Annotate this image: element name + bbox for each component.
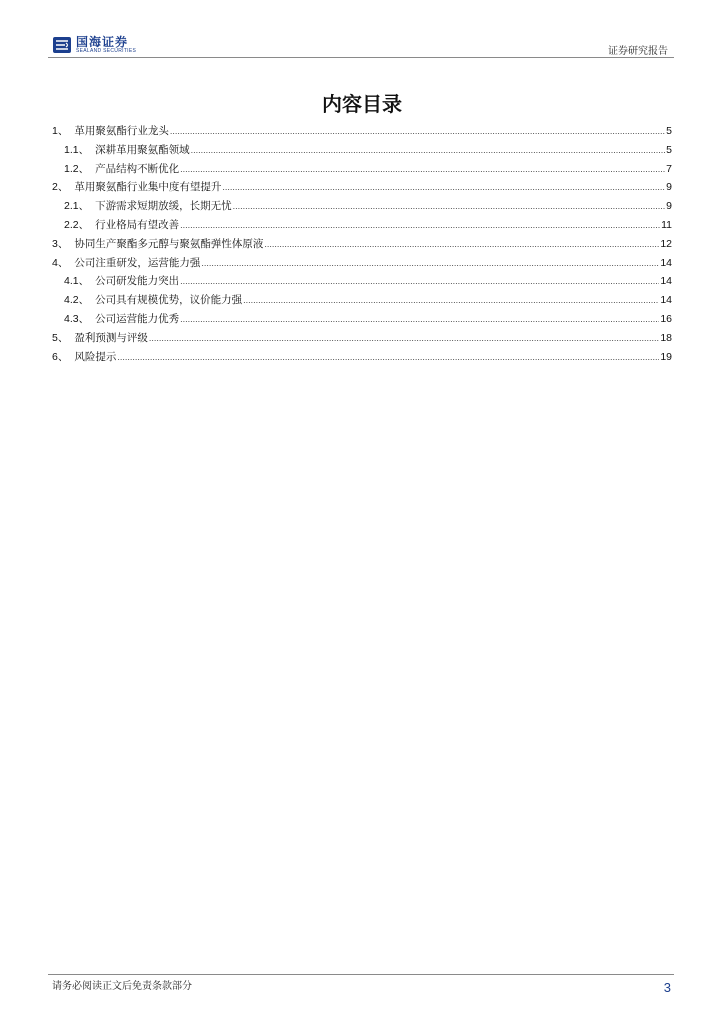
toc-entry-title: 公司注重研发，运营能力强 xyxy=(74,256,201,269)
toc-dot-leader xyxy=(180,310,659,329)
page-header xyxy=(48,30,674,58)
logo-chinese-name: 国海证券 xyxy=(76,35,129,49)
table-of-contents xyxy=(52,122,672,366)
toc-entry-page: 5 xyxy=(666,143,672,156)
toc-entry[interactable] xyxy=(52,216,672,235)
toc-entry-page: 14 xyxy=(660,294,672,307)
toc-entry-title: 下游需求短期放缓，长期无忧 xyxy=(95,200,232,213)
toc-entry-title: 盈利预测与评级 xyxy=(74,331,148,344)
toc-dot-leader xyxy=(201,254,659,273)
toc-dot-leader xyxy=(191,141,666,160)
toc-dot-leader xyxy=(180,160,665,179)
toc-dot-leader xyxy=(180,272,659,291)
page-number: 3 xyxy=(663,980,671,995)
toc-entry[interactable] xyxy=(52,160,672,179)
toc-entry-title: 产品结构不断优化 xyxy=(95,162,180,175)
toc-dot-leader xyxy=(170,122,665,141)
toc-entry-page: 5 xyxy=(666,125,672,137)
toc-dot-leader xyxy=(180,216,660,235)
toc-entry-number: 2.2、 xyxy=(64,218,90,231)
toc-entry[interactable] xyxy=(52,254,672,273)
sealand-logo xyxy=(52,34,136,56)
toc-dot-leader xyxy=(233,197,666,216)
toc-entry-page: 7 xyxy=(666,162,672,175)
toc-entry-number: 1、 xyxy=(52,125,69,137)
sealand-logo-icon xyxy=(52,35,72,55)
toc-entry-title: 革用聚氨酯行业龙头 xyxy=(74,125,169,137)
toc-entry-title: 公司研发能力突出 xyxy=(95,275,180,288)
report-type-label: 证券研究报告 xyxy=(608,46,668,57)
toc-entry-page: 9 xyxy=(666,200,672,213)
toc-entry-page: 19 xyxy=(660,350,672,363)
toc-entry-number: 1.1、 xyxy=(64,143,90,156)
toc-entry-number: 1.2、 xyxy=(64,162,90,175)
toc-entry-page: 14 xyxy=(660,275,672,288)
toc-entry[interactable] xyxy=(52,178,672,197)
toc-entry[interactable] xyxy=(52,329,672,348)
toc-entry[interactable] xyxy=(52,291,672,310)
toc-dot-leader xyxy=(149,329,659,348)
toc-entry[interactable] xyxy=(52,122,672,141)
logo-english-name: SEALAND SECURITIES xyxy=(76,48,137,54)
toc-entry-number: 4、 xyxy=(52,256,69,269)
toc-entry-number: 2.1、 xyxy=(64,200,90,213)
toc-entry-title: 协同生产聚酯多元醇与聚氨酯弹性体原液 xyxy=(74,237,264,250)
toc-entry-title: 风险提示 xyxy=(74,350,117,363)
toc-entry-page: 18 xyxy=(660,331,672,344)
toc-entry-page: 11 xyxy=(661,218,672,231)
toc-entry-number: 3、 xyxy=(52,237,69,250)
toc-entry-page: 9 xyxy=(666,181,672,194)
toc-entry[interactable] xyxy=(52,348,672,367)
page-title: 内容目录 xyxy=(322,92,402,116)
footer-disclaimer: 请务必阅读正文后免责条款部分 xyxy=(52,981,192,992)
toc-entry-title: 深耕革用聚氨酯领域 xyxy=(95,143,190,156)
toc-entry-title: 革用聚氨酯行业集中度有望提升 xyxy=(74,181,222,194)
toc-entry[interactable] xyxy=(52,141,672,160)
toc-dot-leader xyxy=(243,291,659,310)
toc-entry[interactable] xyxy=(52,272,672,291)
toc-entry-number: 6、 xyxy=(52,350,69,363)
toc-dot-leader xyxy=(264,235,659,254)
toc-entry-page: 12 xyxy=(660,237,672,250)
toc-entry-number: 5、 xyxy=(52,331,69,344)
toc-entry-page: 14 xyxy=(660,256,672,269)
toc-entry[interactable] xyxy=(52,310,672,329)
toc-entry-number: 4.2、 xyxy=(64,294,90,307)
toc-entry-number: 2、 xyxy=(52,181,69,194)
toc-entry-title: 行业格局有望改善 xyxy=(95,218,180,231)
toc-dot-leader xyxy=(222,178,665,197)
toc-dot-leader xyxy=(117,348,659,367)
toc-entry-title: 公司具有规模优势，议价能力强 xyxy=(95,294,243,307)
header-divider xyxy=(48,57,674,58)
toc-entry[interactable] xyxy=(52,197,672,216)
toc-entry-number: 4.3、 xyxy=(64,312,90,325)
toc-entry-page: 16 xyxy=(660,312,672,325)
toc-entry[interactable] xyxy=(52,235,672,254)
footer-divider xyxy=(48,974,674,975)
toc-entry-number: 4.1、 xyxy=(64,275,90,288)
toc-entry-title: 公司运营能力优秀 xyxy=(95,312,180,325)
